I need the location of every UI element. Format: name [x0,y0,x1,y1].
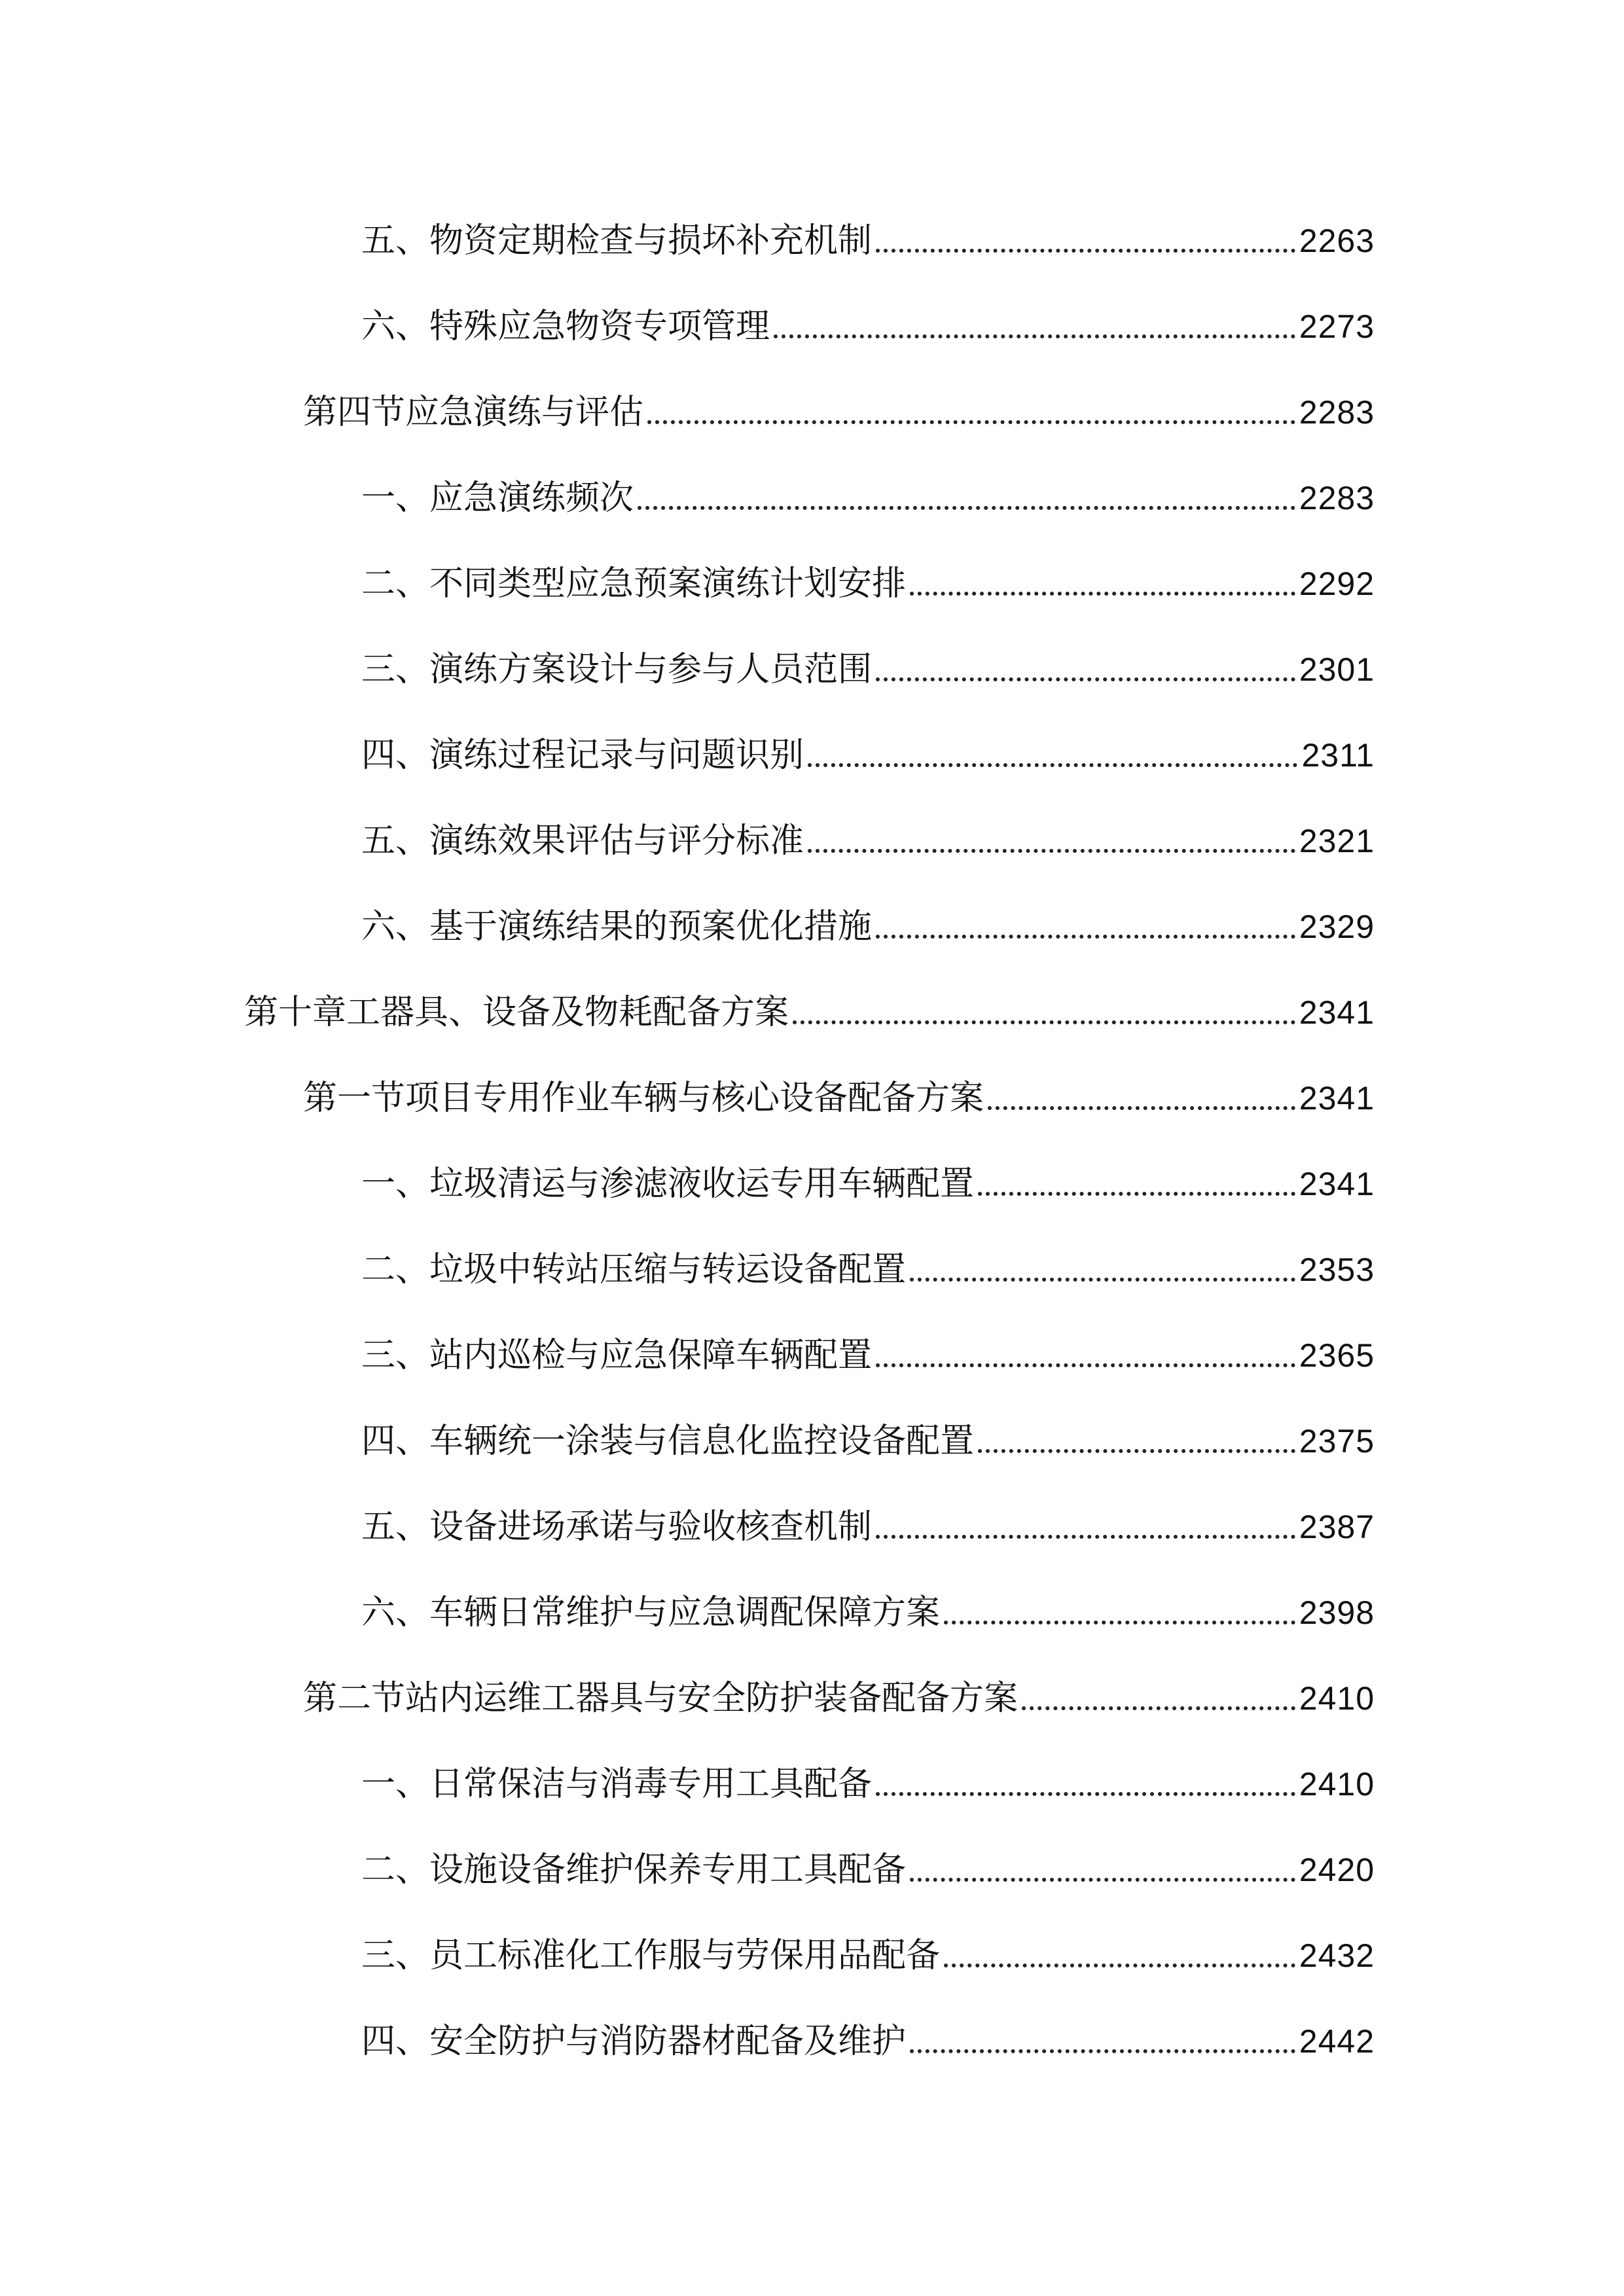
toc-entry-title: 五、设备进场承诺与验收核查机制 [361,1507,873,1547]
toc-entry-page: 2387 [1299,1509,1375,1545]
toc-entry-title: 一、垃圾清运与渗滤液收运专用车辆配置 [361,1164,975,1204]
toc-dot-leader [988,1106,1295,1110]
toc-dot-leader [876,1363,1295,1367]
toc-entry[interactable] [361,1496,1375,1548]
toc-entry-page: 2301 [1299,651,1375,688]
toc-entry[interactable] [361,1753,1375,1805]
toc-entry-title: 三、员工标准化工作服与劳保用品配备 [361,1936,941,1975]
toc-entry-title: 三、演练方案设计与参与人员范围 [361,650,873,689]
toc-entry-title: 第四节应急演练与评估 [303,393,644,432]
toc-dot-leader [910,1878,1295,1882]
toc-entry-title: 五、演练效果评估与评分标准 [361,821,804,861]
toc-dot-leader [910,2049,1295,2053]
toc-dot-leader [638,506,1295,510]
toc-entry-page: 2321 [1299,823,1375,859]
toc-entry-title: 第二节站内运维工器具与安全防护装备配备方案 [303,1679,1019,1718]
toc-entry-page: 2283 [1299,394,1375,431]
toc-entry-title: 五、物资定期检查与损坏补充机制 [361,221,873,260]
toc-dot-leader [808,763,1297,767]
toc-entry-page: 2442 [1299,2023,1375,2060]
toc-entry[interactable] [361,1153,1375,1205]
toc-entry-title: 第一节项目专用作业车辆与核心设备配备方案 [303,1079,984,1118]
toc-entry[interactable] [303,381,1375,433]
toc-dot-leader [876,249,1295,253]
toc-entry-page: 2420 [1299,1852,1375,1888]
toc-entry[interactable] [361,895,1375,948]
toc-entry-title: 一、日常保洁与消毒专用工具配备 [361,1765,873,1804]
toc-entry[interactable] [361,724,1375,776]
toc-entry-title: 四、安全防护与消防器材配备及维护 [361,2022,907,2061]
toc-entry[interactable] [361,1839,1375,1891]
toc-entry[interactable] [361,2010,1375,2062]
toc-entry-page: 2410 [1299,1680,1375,1717]
toc-dot-leader [808,849,1295,853]
toc-entry-title: 二、不同类型应急预案演练计划安排 [361,564,907,603]
toc-dot-leader [647,420,1295,424]
toc-entry-page: 2353 [1299,1251,1375,1288]
toc-entry[interactable] [361,810,1375,862]
toc-dot-leader [876,935,1295,939]
toc-entry[interactable] [361,1924,1375,1977]
toc-entry-page: 2292 [1299,565,1375,602]
toc-dot-leader [978,1449,1295,1453]
toc-entry-page: 2410 [1299,1766,1375,1803]
toc-dot-leader [876,1792,1295,1796]
toc-entry-title: 四、演练过程记录与问题识别 [361,736,804,775]
toc-dot-leader [910,1278,1295,1282]
toc-dot-leader [978,1192,1295,1196]
toc-entry-title: 六、特殊应急物资专项管理 [361,307,770,346]
toc-entry[interactable] [361,295,1375,348]
toc-entry-page: 2398 [1299,1594,1375,1631]
toc-entry-page: 2263 [1299,223,1375,259]
toc-dot-leader [910,592,1295,596]
toc-entry-title: 四、车辆统一涂装与信息化监控设备配置 [361,1422,975,1461]
toc-entry-title: 二、垃圾中转站压缩与转运设备配置 [361,1250,907,1289]
toc-dot-leader [944,1621,1295,1624]
toc-entry-page: 2341 [1299,1080,1375,1117]
toc-entry-page: 2329 [1299,908,1375,945]
toc-entry[interactable] [361,552,1375,605]
toc-entry-page: 2341 [1299,1166,1375,1202]
toc-entry[interactable] [361,209,1375,262]
toc-entry[interactable] [361,1238,1375,1291]
toc-dot-leader [944,1964,1295,1967]
toc-dot-leader [774,334,1295,338]
toc-entry-page: 2311 [1301,737,1375,774]
toc-entry-title: 第十章工器具、设备及物耗配备方案 [244,993,789,1032]
toc-entry-title: 六、基于演练结果的预案优化措施 [361,907,873,946]
toc-entry-page: 2283 [1299,480,1375,516]
toc-entry-title: 二、设施设备维护保养专用工具配备 [361,1850,907,1890]
toc-entry-title: 六、车辆日常维护与应急调配保障方案 [361,1593,941,1632]
toc-dot-leader [1022,1706,1295,1710]
toc-entry[interactable] [361,638,1375,691]
toc-entry[interactable] [244,981,1375,1033]
toc-entry[interactable] [361,1324,1375,1376]
toc-entry-page: 2341 [1299,994,1375,1031]
toc-entry[interactable] [361,1410,1375,1462]
toc-dot-leader [876,1535,1295,1539]
toc-entry[interactable] [303,1067,1375,1119]
toc-entry-title: 一、应急演练频次 [361,478,634,518]
toc-entry-page: 2375 [1299,1423,1375,1460]
toc-entry[interactable] [361,1581,1375,1634]
toc-entry-page: 2365 [1299,1337,1375,1374]
toc-dot-leader [876,677,1295,681]
toc-dot-leader [793,1020,1295,1024]
toc-entry[interactable] [361,467,1375,519]
toc-entry-page: 2432 [1299,1937,1375,1974]
toc-entry[interactable] [303,1667,1375,1719]
toc-entry-page: 2273 [1299,308,1375,345]
toc-entry-title: 三、站内巡检与应急保障车辆配置 [361,1336,873,1375]
